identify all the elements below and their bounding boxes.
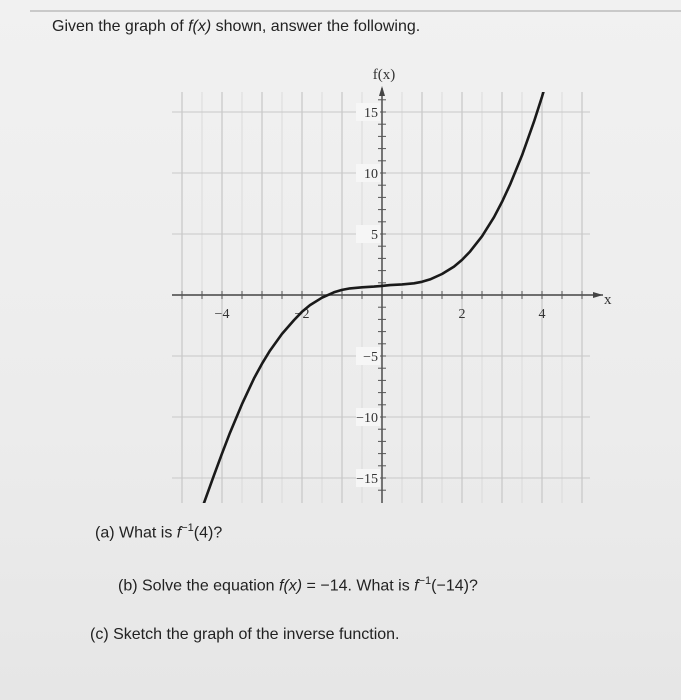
question-b-sup: −1 — [418, 575, 432, 587]
question-a-post: (4)? — [193, 524, 223, 542]
question-a — [95, 522, 222, 542]
x-axis-label: x — [604, 292, 612, 308]
prompt-after: shown, answer the following. — [211, 18, 421, 35]
y-axis-arrow — [379, 86, 385, 96]
x-axis-arrow — [593, 292, 603, 298]
question-b-mid: = −14. What is — [302, 577, 415, 595]
x-tick-label: −4 — [214, 307, 230, 322]
question-a-f: f — [176, 524, 182, 542]
question-b — [118, 575, 478, 595]
y-tick-label: 15 — [364, 106, 378, 121]
question-a-pre: (a) What is — [95, 524, 177, 542]
y-tick-label: −15 — [356, 472, 378, 487]
question-b-post: (−14)? — [431, 577, 478, 595]
question-a-sup: −1 — [181, 522, 194, 534]
prompt-function: f(x) — [188, 18, 212, 35]
question-b-f: f — [414, 577, 419, 595]
y-axis-label: f(x) — [372, 67, 396, 83]
question-b-pre: (b) Solve the equation — [118, 577, 279, 595]
y-tick-label: −10 — [356, 411, 378, 426]
axes — [172, 86, 603, 503]
y-tick-label: −5 — [363, 350, 378, 365]
y-tick-label: 10 — [364, 167, 378, 182]
question-b-fx: f(x) — [279, 577, 303, 595]
x-tick-label: 2 — [458, 307, 466, 322]
y-tick-label: 5 — [371, 228, 378, 243]
prompt-before: Given the graph of — [52, 18, 189, 35]
x-tick-label: 4 — [538, 307, 546, 322]
x-tick-label: −2 — [294, 307, 310, 322]
question-c — [90, 626, 400, 644]
question-c-text: (c) Sketch the graph of the inverse function. — [90, 626, 400, 643]
